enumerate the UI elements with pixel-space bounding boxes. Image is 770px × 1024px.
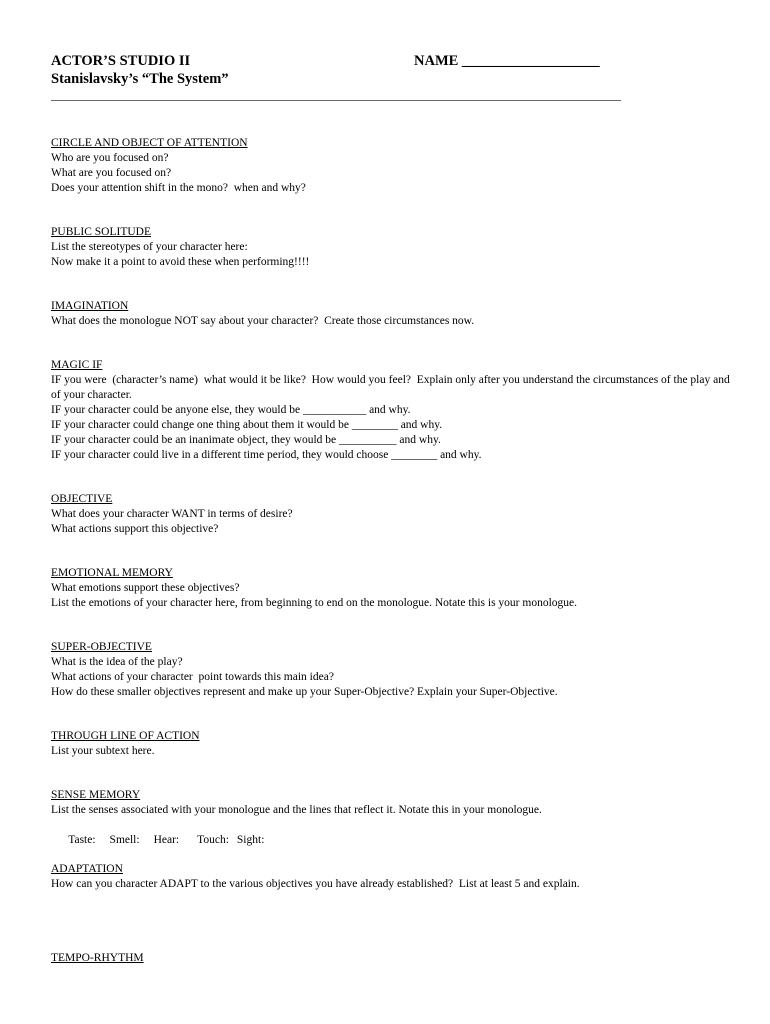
section-public-solitude xyxy=(51,225,731,270)
prompt-line: What actions support this objective? xyxy=(51,523,219,535)
prompt-line: IF your character could be an inanimate object, they would be __________ and why. xyxy=(51,434,441,446)
prompt-line: What actions of your character point towards this main idea? xyxy=(51,671,334,683)
prompt-line: Does your attention shift in the mono? when and why? xyxy=(51,182,306,194)
section-heading: TEMPO-RHYTHM xyxy=(51,952,144,964)
prompt-line: IF your character could change one thing about them it would be ________ and why. xyxy=(51,419,443,431)
section-heading: PUBLIC SOLITUDE xyxy=(51,226,151,238)
prompt-line: List your subtext here. xyxy=(51,745,155,757)
section-heading: SUPER-OBJECTIVE xyxy=(51,641,152,653)
prompt-line: How can you character ADAPT to the various objectives you have already established? List at least 5 and explain. xyxy=(51,878,580,890)
section-imagination xyxy=(51,299,731,329)
prompt-line: IF your character could be anyone else, they would be ___________ and why. xyxy=(51,404,411,416)
prompt-line: Now make it a point to avoid these when performing!!!! xyxy=(51,256,310,268)
section-emotional-memory xyxy=(51,566,731,611)
worksheet-subtitle: Stanislavsky’s “The System” xyxy=(51,71,229,87)
sense-hear: Hear: xyxy=(153,834,180,846)
sense-sight: Sight: xyxy=(236,834,265,846)
prompt-line: What does the monologue NOT say about your character? Create those circumstances now. xyxy=(51,315,475,327)
sense-taste: Taste: xyxy=(68,834,96,846)
worksheet-title: ACTOR’S STUDIO II xyxy=(51,53,191,69)
section-circle-of-attention xyxy=(51,136,731,196)
section-heading: THROUGH LINE OF ACTION xyxy=(51,730,200,742)
worksheet-page xyxy=(51,52,733,964)
section-heading: CIRCLE AND OBJECT OF ATTENTION xyxy=(51,137,248,149)
section-heading: OBJECTIVE xyxy=(51,493,113,505)
section-through-line xyxy=(51,729,731,759)
section-heading: SENSE MEMORY xyxy=(51,789,141,801)
prompt-line: How do these smaller objectives represent and make up your Super-Objective? Explain your Super-Objective. xyxy=(51,686,558,698)
section-heading: MAGIC IF xyxy=(51,359,103,371)
section-heading: ADAPTATION xyxy=(51,863,123,875)
prompt-line: List the stereotypes of your character here: xyxy=(51,241,248,253)
sense-touch: Touch: xyxy=(197,834,229,846)
section-adaptation xyxy=(51,862,731,892)
section-sense-memory xyxy=(51,788,731,863)
prompt-line: What emotions support these objectives? xyxy=(51,582,240,594)
section-heading: IMAGINATION xyxy=(51,300,129,312)
section-objective xyxy=(51,492,731,537)
prompt-line: Who are you focused on? xyxy=(51,152,169,164)
section-super-objective xyxy=(51,640,731,700)
section-tempo-rhythm xyxy=(51,951,731,966)
section-magic-if xyxy=(51,358,731,463)
prompt-line: What is the idea of the play? xyxy=(51,656,183,668)
name-field-label: NAME ___________________ xyxy=(414,53,600,69)
section-heading: EMOTIONAL MEMORY xyxy=(51,567,173,579)
prompt-line: IF you were (character’s name) what would it be like? How would you feel? Explain only after you understand the circumstances of the play and of your character. xyxy=(51,374,733,401)
prompt-line: IF your character could live in a different time period, they would choose ________ and why. xyxy=(51,449,482,461)
prompt-line: What are you focused on? xyxy=(51,167,172,179)
prompt-line: What does your character WANT in terms of desire? xyxy=(51,508,293,520)
prompt-line: List the emotions of your character here, from beginning to end on the monologue. Notate this is your monologue. xyxy=(51,597,578,609)
senses-row xyxy=(51,818,731,863)
header-row xyxy=(51,52,731,70)
prompt-line: List the senses associated with your monologue and the lines that reflect it. Notate this in your monologue. xyxy=(51,804,542,816)
header-divider: _______________________________________________________________________________________________ xyxy=(51,88,621,102)
sense-smell: Smell: xyxy=(109,834,140,846)
